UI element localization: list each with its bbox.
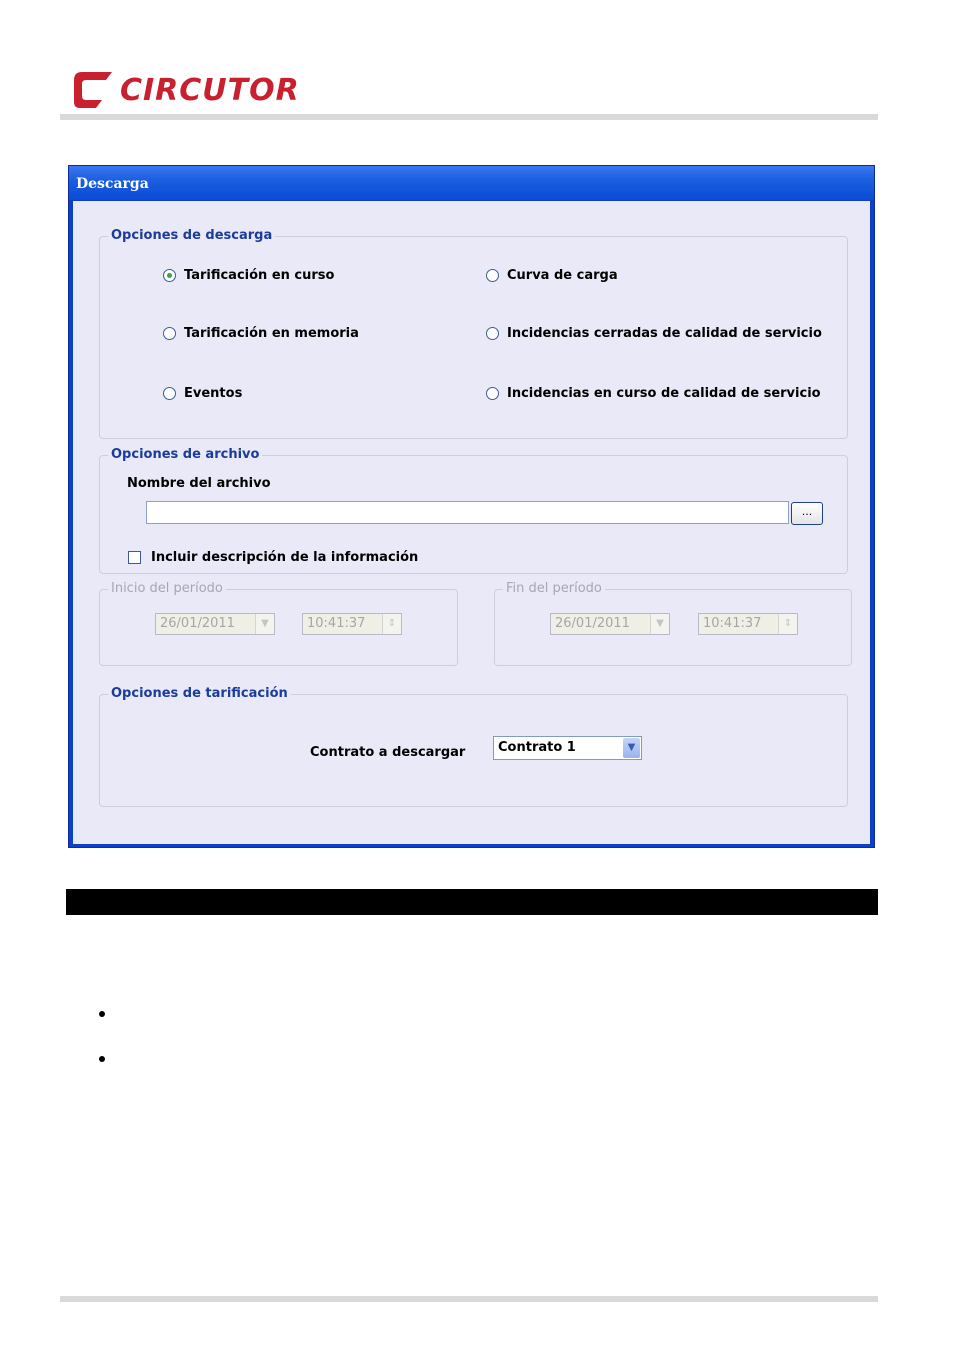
radio-unchecked-icon	[486, 387, 499, 400]
radio-unchecked-icon	[486, 269, 499, 282]
download-options-label: Opciones de descarga	[108, 228, 275, 243]
end-date-value: 26/01/2011	[555, 616, 630, 631]
download-options-group	[99, 228, 848, 439]
radio-unchecked-icon	[163, 327, 176, 340]
radio-label: Incidencias cerradas de calidad de servicio	[507, 326, 822, 341]
file-options-label: Opciones de archivo	[108, 447, 262, 462]
radio-tarificacion-en-memoria[interactable]	[163, 326, 359, 341]
download-dialog	[68, 165, 875, 848]
circutor-logo	[72, 70, 302, 112]
start-date-value: 26/01/2011	[160, 616, 235, 631]
bullet-point	[99, 1056, 105, 1062]
radio-label: Eventos	[184, 386, 243, 401]
filename-input[interactable]	[146, 501, 789, 524]
end-time-picker	[698, 613, 798, 635]
start-time-picker	[302, 613, 402, 635]
contract-value: Contrato 1	[498, 740, 576, 755]
radio-unchecked-icon	[486, 327, 499, 340]
radio-incidencias-en-curso[interactable]	[486, 386, 821, 401]
dialog-client-area	[73, 201, 870, 844]
period-end-group	[494, 581, 852, 666]
billing-options-label: Opciones de tarificación	[108, 686, 291, 701]
end-date-picker	[550, 613, 670, 635]
period-end-label: Fin del período	[503, 581, 605, 596]
chevron-down-icon: ▼	[255, 614, 274, 634]
title-bar[interactable]	[69, 166, 874, 200]
brand-name: CIRCUTOR	[120, 73, 300, 108]
contract-label: Contrato a descargar	[310, 745, 466, 760]
radio-incidencias-cerradas[interactable]	[486, 326, 822, 341]
period-start-label: Inicio del período	[108, 581, 226, 596]
chevron-down-icon[interactable]: ▼	[623, 738, 640, 758]
header-rule	[60, 114, 878, 120]
spinner-icon: ⇕	[382, 614, 401, 634]
radio-eventos[interactable]	[163, 386, 242, 401]
start-date-picker	[155, 613, 275, 635]
window-title: Descarga	[76, 176, 149, 192]
radio-checked-icon	[163, 269, 176, 282]
footer-rule	[60, 1296, 878, 1302]
radio-label: Tarificación en memoria	[184, 326, 359, 341]
billing-options-group	[99, 686, 848, 807]
period-start-group	[99, 581, 458, 666]
radio-label: Curva de carga	[507, 268, 618, 283]
include-description-checkbox[interactable]	[128, 551, 141, 564]
circutor-logo-icon	[72, 70, 114, 110]
start-time-value: 10:41:37	[307, 616, 366, 631]
bullet-point	[99, 1011, 105, 1017]
radio-unchecked-icon	[163, 387, 176, 400]
file-options-group	[99, 447, 848, 574]
radio-label: Incidencias en curso de calidad de servicio	[507, 386, 821, 401]
radio-label: Tarificación en curso	[184, 268, 335, 283]
chevron-down-icon: ▼	[650, 614, 669, 634]
end-time-value: 10:41:37	[703, 616, 762, 631]
contract-select[interactable]	[493, 736, 642, 760]
browse-button[interactable]: ...	[791, 502, 823, 525]
filename-label: Nombre del archivo	[127, 476, 271, 491]
radio-curva-de-carga[interactable]	[486, 268, 618, 283]
radio-tarificacion-en-curso[interactable]	[163, 268, 334, 283]
spinner-icon: ⇕	[778, 614, 797, 634]
section-bar	[66, 889, 878, 915]
include-description-label: Incluir descripción de la información	[151, 550, 419, 565]
